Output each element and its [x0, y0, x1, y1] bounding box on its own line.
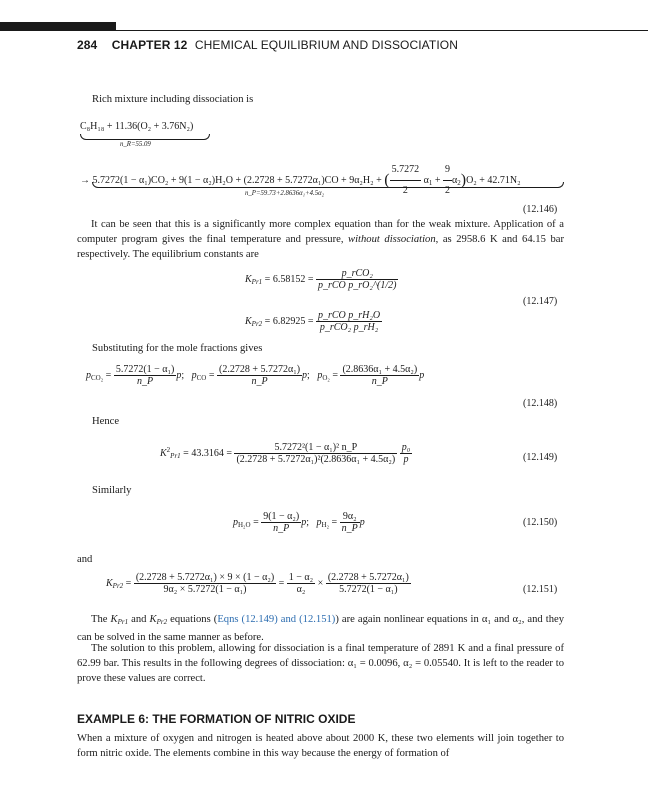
- eq147-kp1-num: p_rCO₂: [316, 268, 399, 280]
- para1-after: , as 2958.6 K and 64.15 bar respectively. The equilibrium constants are: [77, 234, 564, 260]
- similarly-text: Similarly: [92, 485, 132, 496]
- eq147-kp2-num: p_rCO p_rH₂O: [317, 310, 381, 321]
- eq146-frac2-num: 9: [443, 160, 452, 181]
- eq149-den: (2.2728 + 5.7272α₁)²(2.8636α₁ + 4.5α₂): [236, 454, 396, 465]
- substituting-text: Substituting for the mole fractions gives: [92, 343, 263, 354]
- eq148-o2-num: (2.8636α₁ + 4.5α₂): [342, 364, 418, 375]
- eq151-f3-den: 5.7272(1 − α₁): [339, 584, 398, 595]
- running-header: [77, 38, 458, 52]
- para2-after: ) are again nonlinear equations in α₁ and α₂, and they can be solved in the same manner as before.: [77, 614, 564, 643]
- eq150-tag: (12.150): [523, 517, 558, 528]
- paragraph-1: [77, 217, 564, 262]
- header-bar: [0, 22, 116, 31]
- eq146-frac2-den: 2: [445, 185, 450, 196]
- page-number: 284: [77, 38, 98, 52]
- eq149-p0-num: p₀: [401, 442, 411, 453]
- eq151-frac3: [326, 572, 411, 595]
- para1-emph: without dissociation: [348, 234, 436, 245]
- eq151-frac1: [134, 572, 276, 595]
- eq146-rhs-part1: → 5.7272(1 − α₁)CO₂ + 9(1 − α₂)H₂O + (2.2728 + 5.7272α₁)CO + 9α₂H₂ +: [80, 174, 385, 186]
- eq146-rhs-part2: O₂ + 42.71N₂: [466, 174, 521, 186]
- eq148-o2-frac: [340, 364, 419, 387]
- eq148-tag: (12.148): [523, 398, 558, 409]
- eq148-co2-num: 5.7272(1 − α₁): [115, 364, 175, 375]
- eq150-h2o-num: 9(1 − α₂): [263, 511, 300, 522]
- and-text: and: [77, 554, 93, 565]
- chapter-title: CHEMICAL EQUILIBRIUM AND DISSOCIATION: [194, 38, 458, 52]
- eq150-h2-den: n_P: [341, 523, 358, 534]
- example-text: When a mixture of oxygen and nitrogen is heated above about 2000 K, these two elements will join together to form nitric oxide. The elements combine in this way because the energy of formation of: [77, 733, 564, 759]
- eq147-kp1-value: 6.58152: [272, 273, 306, 285]
- eq146-rhs: → 5.7272(1 − α₁)CO₂ + 9(1 − α₂)H₂O + (2.2728 + 5.7272α₁)CO + 9α₂H₂ + ( $\frac{5.7272}{2}$ $\alpha_1$ + $\frac{9}{2}$ $\alpha_2)O_2 + 42.71N_2$: [80, 160, 521, 201]
- eq151: $K_{Pr2}$ = $\frac{\text{(2.2728 + 5.7272α₁) × 9 × (1 − α₂)}}{\text{9α₂ × 5.7272(1 − α₁)}}$ = $\frac{\text{1 − α₂}}{\text{α₂}}$ × $\frac{\text{(2.2728 + 5.7272α₁)}}{\text{5.7272(1 − α₁)}}$: [106, 572, 409, 595]
- eq150: $p_{H_2O}$ = $\frac{\text{9(1 − α₂)}}{n\_P}$ p; $p_{H_2}$ = $\frac{\text{9α₂}}{n\_P}$ p: [233, 511, 365, 534]
- eq148: $p_{CO_2}$ = $\frac{\text{5.7272(1 − α₁)}}{n\_P}$ p; $p_{CO}$ = $\frac{\text{(2.2728 + 5.7272α₁)}}{n\_P}$ p; $p_{O_2}$ = $\frac{\text{(2.8636α₁ + 4.5α₂)}}{n\_P}$ p: [86, 364, 425, 387]
- chapter-number: CHAPTER 12: [111, 38, 188, 52]
- eq151-f3-num: (2.2728 + 5.7272α₁): [327, 572, 409, 583]
- eq146-lhs: C₈H₁₈ + 11.36(O₂ + 3.76N₂): [80, 121, 194, 132]
- para2-before: and: [131, 614, 150, 625]
- eq148-co-frac: [217, 364, 302, 387]
- eq151-f2-den: α₂: [296, 584, 306, 595]
- eq148-co-num: (2.2728 + 5.7272α₁): [219, 364, 301, 375]
- eq150-h2-frac: [340, 511, 360, 534]
- eq146-lhs-brace: [80, 134, 210, 140]
- eq149-value: 43.3164: [191, 447, 224, 459]
- eq150-h2o-frac: [261, 511, 301, 534]
- eq151-f1-den: 9α₂ × 5.7272(1 − α₁): [163, 584, 247, 595]
- eq146-frac2: [443, 160, 452, 201]
- eq149-p0-den: p: [403, 454, 409, 465]
- eq147-kp2-value: 6.82925: [272, 315, 306, 327]
- eq146-lhs-brace-label: n_R=55.09: [120, 141, 151, 148]
- eq146-frac1-den: 2: [402, 185, 408, 196]
- hence-text: Hence: [92, 416, 120, 427]
- eq147-kp2-frac: [316, 310, 382, 333]
- eq151-tag: (12.151): [523, 584, 558, 595]
- eq146-rhs-brace: [92, 182, 564, 188]
- eq149: $K^2_{Pr1} = 43.3164$ = $\frac{\text{5.7272²(1 − α₁)² n\_P}}{\text{(2.2728 + 5.7272α₁)²(2.8636α₁ + 4.5α₂)}}$ $\frac{\text{p₀}}{p}$: [160, 442, 411, 465]
- eq149-num: 5.7272²(1 − α₁)² n_P: [234, 442, 397, 454]
- eq146-frac1: [390, 160, 422, 201]
- example-heading: EXAMPLE 6: THE FORMATION OF NITRIC OXIDE: [77, 712, 356, 726]
- eq150-h2-num: 9α₂: [340, 511, 360, 523]
- eq151-frac2: [287, 572, 315, 595]
- eq147-kp1: $K_{Pr1} = 6.58152$ = $\frac{\text{p\_rCO₂}}{\text{p\_rCO p\_rO₂\textasciicircum{}(1/2)}}$: [245, 268, 397, 291]
- eq149-p-frac: [400, 442, 412, 465]
- para1-before: It can be seen that this is a significantly more complex equation than for the weak mixture. Application of a computer program gives the final temperature and pressure,: [77, 219, 564, 245]
- eq146-tag: (12.146): [523, 204, 558, 215]
- intro-text: Rich mixture including dissociation is: [92, 94, 254, 105]
- eq148-co-den: n_P: [251, 376, 268, 387]
- eq148-co2-frac: [114, 364, 177, 387]
- eq151-f2-num: 1 − α₂: [288, 572, 314, 583]
- eqns-link[interactable]: Eqns (12.149) and (12.151): [217, 614, 336, 625]
- eq146-rhs-brace-label: n_P=59.73+2.8636α₁+4.5α₂: [245, 190, 325, 197]
- header-rule: [116, 30, 648, 31]
- eq147-kp1-frac: [316, 268, 399, 291]
- eq147-kp1-den: p_rCO p_rO₂^(1/2): [317, 280, 397, 291]
- paragraph-3: The solution to this problem, allowing for dissociation is a final temperature of 2891 K and a final pressure of 62.99 bar. This results in the following degrees of dissociation: α₁ = 0.0096, α₂ = 0.05540. It is left to the reader to prove these values are correct.: [77, 643, 564, 684]
- eq150-h2o-den: n_P: [273, 523, 290, 534]
- eq146-frac1-num: 5.7272: [390, 160, 422, 181]
- eq147-kp2-den: p_rCO₂ p_rH₂: [319, 322, 379, 333]
- eq147-tag: (12.147): [523, 296, 558, 307]
- paragraph-2: The $K_{Pr1}$ and $K_{Pr2}$ equations (Eqns (12.149) and (12.151)) are again nonlinear equations in α₁ and α₂, and they can be solved in the same manner as before.: [77, 614, 564, 643]
- eq147-kp2: $K_{Pr2} = 6.82925$ = $\frac{\text{p\_rCO p\_rH₂O}}{\text{p\_rCO₂ p\_rH₂}}$: [245, 310, 381, 333]
- eq151-f1-num: (2.2728 + 5.7272α₁) × 9 × (1 − α₂): [135, 572, 275, 583]
- eq148-o2-den: n_P: [371, 376, 388, 387]
- eq149-frac: [234, 442, 397, 465]
- eq149-tag: (12.149): [523, 452, 558, 463]
- eq148-co2-den: n_P: [137, 376, 154, 387]
